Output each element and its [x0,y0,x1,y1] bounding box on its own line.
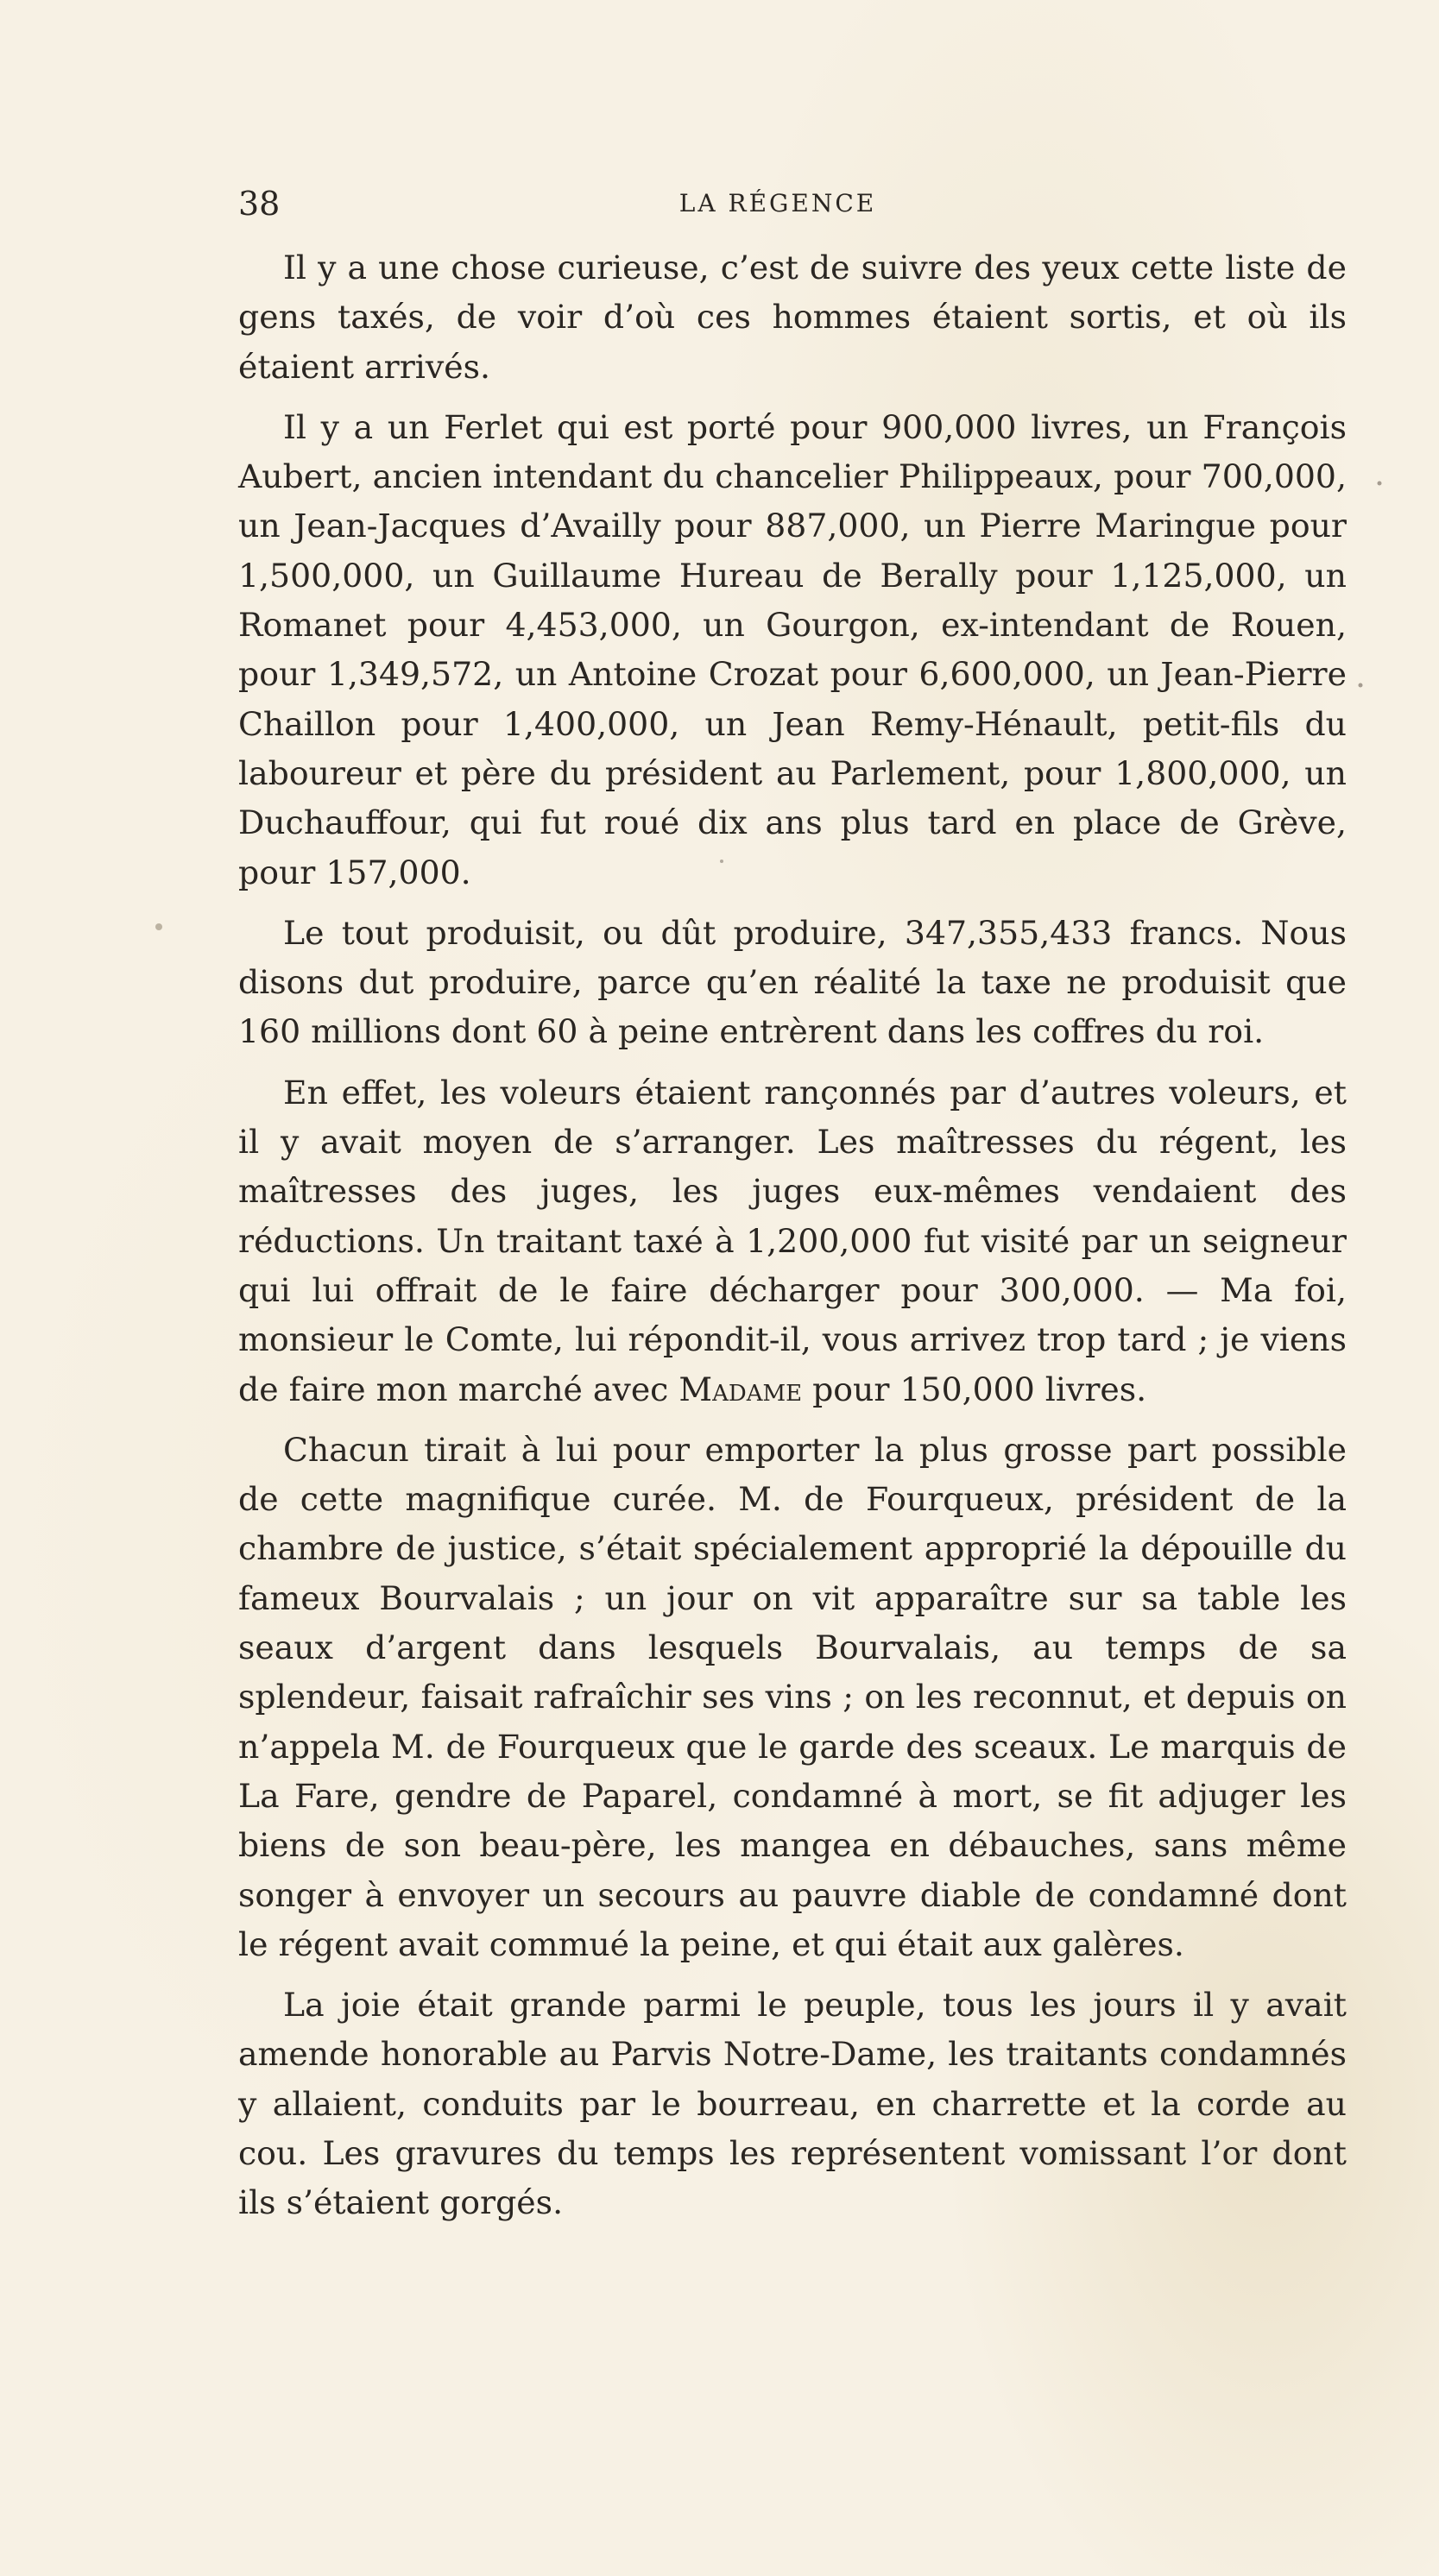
paragraph: La joie était grande parmi le peuple, tous les jours il y avait amende honorable au Parvis Notre-Dame, les traitants condamnés y allaient, conduits par le bourreau, en charrette et la corde au cou. Les gravures du temps les représentent vomissant l’or dont ils s’étaient gorgés. [238,1986,1347,2222]
page-number: 38 [238,185,281,223]
paper-speck [1378,482,1382,486]
paragraph: Le tout produisit, ou dût produire, 347,355,433 francs. Nous disons dut produire, parce qu’en réalité la taxe ne produisit que 160 millions dont 60 à peine entrèrent dans les coffres du roi. [238,913,1347,1051]
paragraph [238,1068,1347,1414]
paper-speck [1359,683,1363,688]
body-text [238,243,1347,2239]
page-header [238,183,1352,224]
paragraph: Il y a un Ferlet qui est porté pour 900,000 livres, un François Aubert, ancien intendant du chancelier Philippeaux, pour 700,000, un Jean-Jacques d’Availly pour 887,000, un Pierre Maringue pour 1,500,000, un Guillaume Hureau de Berally pour 1,125,000, un Romanet pour 4,453,000, un Gourgon, ex-intendant de Rouen, pour 1,349,572, un Antoine Crozat pour 6,600,000, un Jean-Pierre Chaillon pour 1,400,000, un Jean Remy-Hénault, petit-fils du laboureur et père du président au Parlement, pour 1,800,000, un Duchauffour, qui fut roué dix ans plus tard en place de Grève, pour 157,000. [238,407,1347,891]
paragraph-text: En effet, les voleurs étaient rançonnés par d’autres voleurs, et il y avait moyen de s’arranger. Les maîtresses du régent, les maîtresses des juges, les juges eux-mêmes vendaient des réductions. Un traitant taxé à 1,200,000 fut visité par un seigneur qui lui offrait de le faire décharger pour 300,000. — Ma foi, monsieur le Comte, lui répondit-il, vous arrivez trop tard ; je viens de faire mon marché avec [238,1073,1347,1408]
paragraph: Chacun tirait à lui pour emporter la plus grosse part possible de cette magnifique curée. M. de Fourqueux, président de la chambre de justice, s’était spécialement approprié la dépouille du fameux Bourvalais ; un jour on vit apparaître sur sa table les seaux d’argent dans lesquels Bourvalais, au temps de sa splendeur, faisait rafraîchir ses vins ; on les reconnut, et depuis on n’appela M. de Fourqueux que le garde des sceaux. Le marquis de La Fare, gendre de Paparel, condamné à mort, se fit adjuger les biens de son beau-père, les mangea en débauches, sans même songer à envoyer un secours au pauvre diable de condamné dont le régent avait commué la peine, et qui était aux galères. [238,1430,1347,1963]
paragraph-text: pour 150,000 livres. [802,1370,1147,1408]
smallcaps-name: Madame [678,1370,803,1408]
paragraph: Il y a une chose curieuse, c’est de suivre des yeux cette liste de gens taxés, de voir d’où ces hommes étaient sortis, et où ils étaient arrivés. [238,249,1347,386]
paper-speck [155,923,162,930]
running-title: LA RÉGENCE [678,189,877,217]
